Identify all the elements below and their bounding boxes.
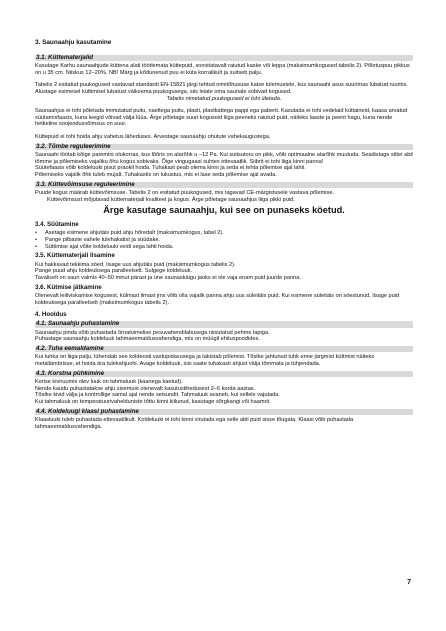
section-3-5-title: 3.5. Küttematerjali lisamine — [35, 252, 115, 260]
paragraph: Nende kaudu puhastatakse ahju sisemust olenevalt kasutustihedusest 2–6 korda aastas. — [35, 385, 256, 392]
bullet-icon: • — [35, 243, 37, 250]
section-3-2-title: 3.2. Tõmbe reguleerimine — [35, 144, 413, 151]
section-3-6-title: 3.6. Kütmise jätkamine — [35, 283, 102, 291]
bullet-icon: • — [35, 237, 37, 244]
list-item — [35, 230, 413, 237]
list-item — [35, 237, 413, 244]
section-4-3-title: 4.3. Korstna pühkimine — [35, 371, 413, 378]
section-4-2-title: 4.2. Tuha eemaldamine — [35, 346, 413, 353]
bullet-icon: • — [35, 230, 37, 237]
section-3-title: 3. Saunaahju kasutamine — [35, 39, 112, 46]
section-4-4-title: 4.4. Koldeluugi klaasi puhastamine — [35, 409, 413, 416]
paragraph: Klaasluuki tuleb puhastada ettevaatlikult. Koldeluuki ei tohi kinni virutada ega selle abil puid sisse tõugata. Klaasi võib puhastada tahmaeemaldusvahendiga. — [35, 417, 354, 430]
paragraph: Puhastage saunaahju koldeluuk tahmaeemaldusvahendiga, mis on müügil ehituspoodides. — [35, 336, 260, 343]
paragraph: Saunaahi töötab kõige paremini olukorras, kus lõõris on alarõhk u –12 Pa. Kui suitsutoru on pikk, võib optimaalne alarõhk muutuda. Seadistage siibri abil tõmme ja põlemiseks vajaliku õhu kogus sobivaks. Õige vingugaasi suhtes ettevaatlik. Siibrit ei tohi liiga kinni panna! — [35, 152, 413, 165]
paragraph: Kerise kiviruumis olev luuk on tahmaluuk (kaanega kaetud). — [35, 379, 183, 386]
paragraph: Kui hakkavad tekkima söed, lisage uus ahjutäis puid (maksimumkogus tabelis 2). — [35, 261, 236, 268]
paragraph: Puude kogus määrab küttevõimsuse. Tabelis 2 on esitatud puukogused, mis tagavad CE-märgistusele vastava põlemise. — [35, 190, 335, 197]
paragraph: Olenevalt leiliviskamise kogusest, külmast ilmast jms võib olla vajalik panna ahju uus süleitäis puid. Kui esimene süleitäis on söestunud, lisage puid koldeuksega paralleelselt (maksimumkogus tabelis 2). — [35, 293, 400, 306]
list-item — [35, 244, 413, 251]
paragraph: Kui tahmaluuk on temperatuurivahelduniste tõttu kinni kiilunud, kasutage sõrgkangi või haamrit. — [35, 398, 271, 405]
paragraph: Saunaahju pinda võib puhastada õrnatoimelise pesuvahendilahusega niisutatud pehme lapiga. — [35, 329, 270, 336]
ignition-list — [35, 230, 413, 250]
list-item-text: Pange pilbaste vahele tulehakatist ja süüdake. — [45, 237, 161, 244]
section-4-title: 4. Hooldus — [35, 311, 67, 319]
paragraph: Saunaahjus ei tohi põletada immutatud puitu, naeltega puitu, plasti, plastkattega pappi ega paberit. Kasutada ei tohi vedelaid küttaineid, kaasa arvatud süütamisfaasis, kuna leegid võivad välja lüüa. Ärge põletage suuri koguseid liiga peeneks raiutud puid, näiteks laaste ja peent hagu, kuna nende hetkeline soojendusvõimsus on suur. — [35, 108, 408, 128]
paragraph: Süütefaasis võib koldeluuki pisut praokil hoida. Tuhakast peab olema kinni ja seda ei tehta põlemise ajal lahti. — [35, 165, 306, 172]
page-number: 7 — [407, 579, 411, 586]
paragraph: Kui tuhka on liiga palju, lühendab see koldeosti vastupidavusega ja takistab põlemist. Tõstke jahtunud tuhk enne järgmist küttmist näiteks metallämbrisse, et hoida ära tulekahjuohi. Avage koldeluuk, siis saate tuhakasti ahjust välja tõmmata ja tühjendada. — [35, 354, 375, 367]
warning-text: Ärge kasutage saunaahju, kui see on punaseks köetud. — [103, 205, 345, 216]
note: Tabelis nimetatud puukoguseid ei tohi ületada. — [166, 95, 282, 102]
paragraph: Põlemiseks vajalik õhk tuleb mujalt. Tuhakastis on lukustus, mis ei lase seda põlemise ajal avada. — [35, 171, 277, 178]
list-item-text: Süttimise ajal võite koldeluuki veidi sega lahti hoida. — [45, 243, 174, 250]
section-3-1-title: 3.1. Küttematerjalid — [35, 55, 413, 62]
list-item-text: Asetage esimene ahjutäis puid ahju hõredalt (maksimumkogus, tabel 2). — [45, 230, 224, 237]
section-4-1-title: 4.1. Saunaahju puhastamine — [35, 321, 413, 328]
paragraph: Tõstke kivid välja ja kontrollige samal ajal nende seisundit. Tahmaluuk avaneb, kui sellele vajutada. — [35, 392, 280, 399]
paragraph: Tabelis 2 esitatud puukogused vastavad standardi EN-15821 järgi tehtud nimitõhususe katse tulemustele, kus saunaahi asus suurimas lubatud ruumis. Alustage esimesel küttimisel lubatust väiksema puukogusega, siis leiate oma saunale sobivad kogused. — [35, 82, 408, 95]
paragraph: Tavaliselt on saun valmis 40–50 minut pärast ja üne saunaskäigu jaoks ei ole vaja enam puid juurde panna. — [35, 275, 301, 282]
document-page — [35, 40, 413, 430]
paragraph: Küttepuid ei tohi hoida ahju vahetus läheduses. Arvestage saunaahju ohutute vahekaugustega. — [35, 133, 271, 140]
paragraph: Kasutage Karhu saunaahjude küttena alati töötlemata küttepuid, soovitatavalt raiutud kaske või leppa (maksimumkogused tabelis 2). Põletuspuu pikkus on u 35 cm. Niiskus 12–20%. NB! Märg ja kõdunenud puu ei küta korralikult ja suitseb palju. — [35, 63, 410, 76]
paragraph: Pange puud ahju koldeuksega paralleelselt. Sulgege koldeluuk. — [35, 268, 193, 275]
paragraph: Küttevõimsust mõjutavad küttematerjali kvaliteet ja kogus. Ärge põletage saunaahjus liiga pikki puid. — [47, 196, 295, 203]
section-3-4-title: 3.4. Süütamine — [35, 220, 79, 228]
section-3-3-title: 3.3. Küttevõimsuse reguleerimine — [35, 182, 413, 189]
